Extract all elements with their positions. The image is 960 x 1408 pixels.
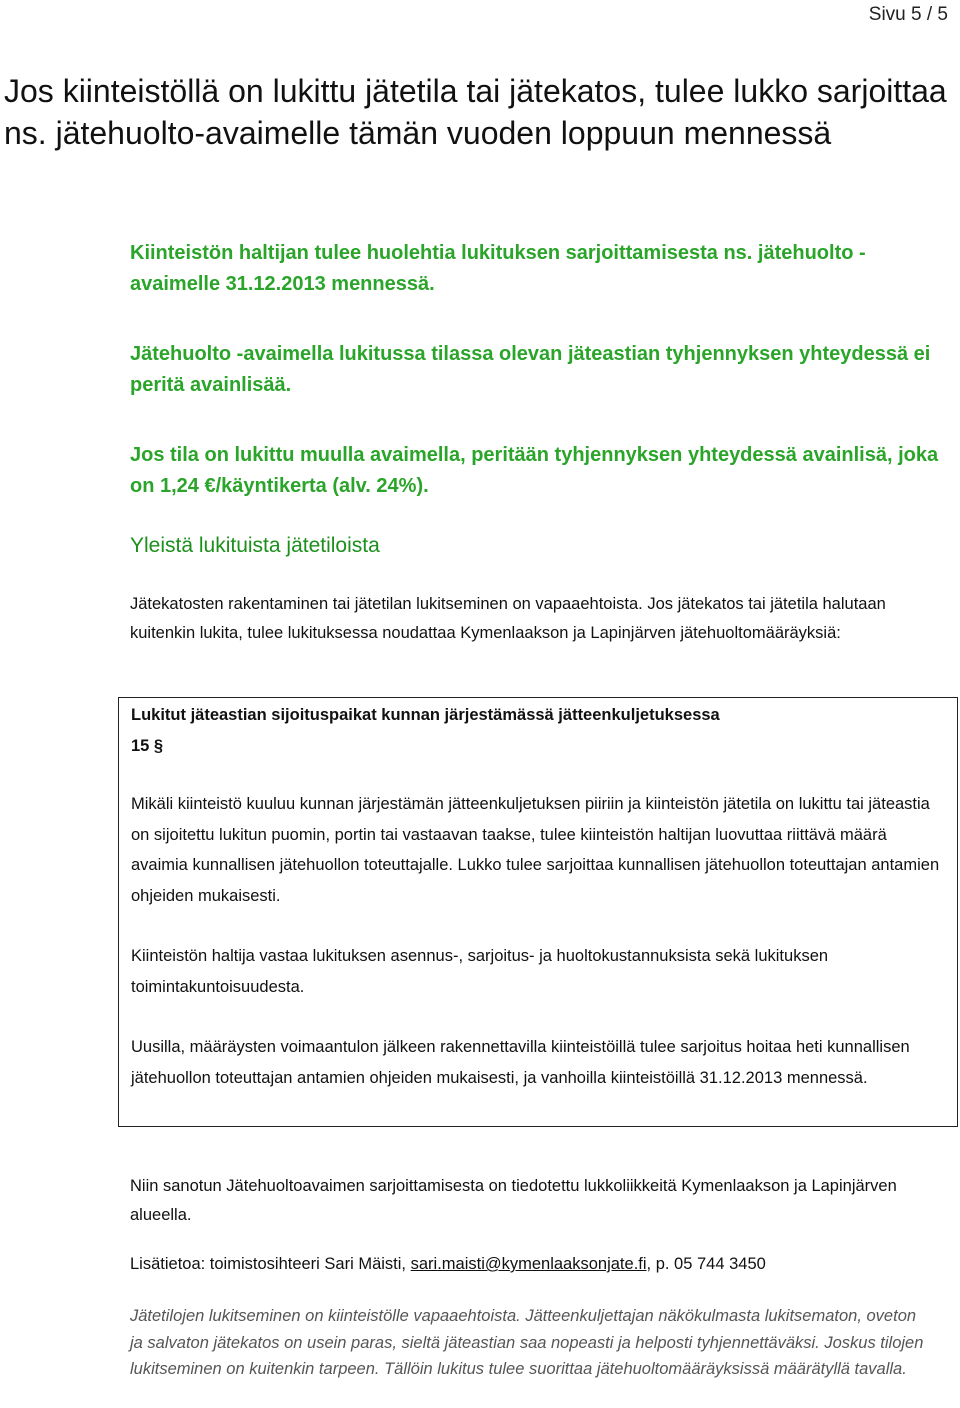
regulation-section-number: 15 § [131, 737, 164, 755]
page-title: Jos kiinteistöllä on lukittu jätetila tai jätekatos, tulee lukko sarjoittaa ns. jätehuolto-avaimelle tämän vuoden loppuun mennessä [4, 73, 947, 151]
regulation-heading: Lukitut jäteastian sijoituspaikat kunnan järjestämässä jätteenkuljetuksessa [131, 706, 720, 724]
green-paragraph-no-fee: Jätehuolto -avaimella lukitussa tilassa olevan jäteastian tyhjennyksen yhteydessä ei peritä avainlisää. [130, 343, 931, 396]
regulation-box [118, 697, 958, 1127]
green-paragraph-deadline: Kiinteistön haltijan tulee huolehtia lukituksen sarjoittamisesta ns. jätehuolto -avaimelle 31.12.2013 mennessä. [130, 242, 866, 295]
contact-email-link[interactable]: sari.maisti@kymenlaaksonjate.fi [410, 1255, 647, 1273]
contact-prefix: Lisätietoa: toimistosihteeri Sari Mäisti, [130, 1255, 411, 1273]
intro-paragraph: Jätekatosten rakentaminen tai jätetilan lukitseminen on vapaaehtoista. Jos jätekatos tai jätetila halutaan kuitenkin lukita, tulee lukituksessa noudattaa Kymenlaakson ja Lapinjärven jätehuoltomääräyksiä: [130, 595, 886, 642]
green-paragraph-key-fee: Jos tila on lukittu muulla avaimella, peritään tyhjennyksen yhteydessä avainlisä, joka on 1,24 €/käyntikerta (alv. 24%). [130, 444, 939, 497]
regulation-paragraph-keys: Mikäli kiinteistö kuuluu kunnan järjestämän jätteenkuljetuksen piiriin ja kiinteistön jätetila on lukittu tai jäteastia on sijoitettu lukitun puomin, portin tai vastaavan taakse, tulee kiinteistön haltijan luovuttaa riittävä määrä avaimia kunnallisen jätehuollon toteuttajalle. Lukko tulee sarjoittaa kunnallisen jätehuollon toteuttajan antamien ohjeiden mukaisesti. [131, 795, 940, 905]
notice-paragraph: Niin sanotun Jätehuoltoavaimen sarjoittamisesta on tiedotettu lukkoliikkeitä Kymenlaakson ja Lapinjärven alueella. [130, 1177, 897, 1224]
regulation-paragraph-new-properties: Uusilla, määräysten voimaantulon jälkeen rakennettavilla kiinteistöillä tulee sarjoitus hoitaa heti kunnallisen jätehuollon toteuttajan antamien ohjeiden mukaisesti, ja vanhoilla kiinteistöillä 31.12.2013 mennessä. [131, 1038, 910, 1087]
contact-suffix: , p. 05 744 3450 [646, 1255, 766, 1273]
page-number: Sivu 5 / 5 [868, 4, 948, 25]
section-subheading: Yleistä lukituista jätetiloista [130, 534, 380, 557]
contact-line [130, 1250, 930, 1279]
italic-note: Jätetilojen lukitseminen on kiinteistölle vapaaehtoista. Jätteenkuljettajan näkökulmasta lukitsematon, oveton ja salvaton jätekatos on usein paras, sieltä jäteastian saa nopeasti ja helposti tyhjennettäväksi. Joskus tilojen lukitseminen on kuitenkin tarpeen. Tällöin lukitus tulee suorittaa jätehuoltomääräyksissä määrätyllä tavalla. [130, 1307, 924, 1378]
regulation-paragraph-costs: Kiinteistön haltija vastaa lukituksen asennus-, sarjoitus- ja huoltokustannuksista sekä lukituksen toimintakuntoisuudesta. [131, 947, 829, 996]
